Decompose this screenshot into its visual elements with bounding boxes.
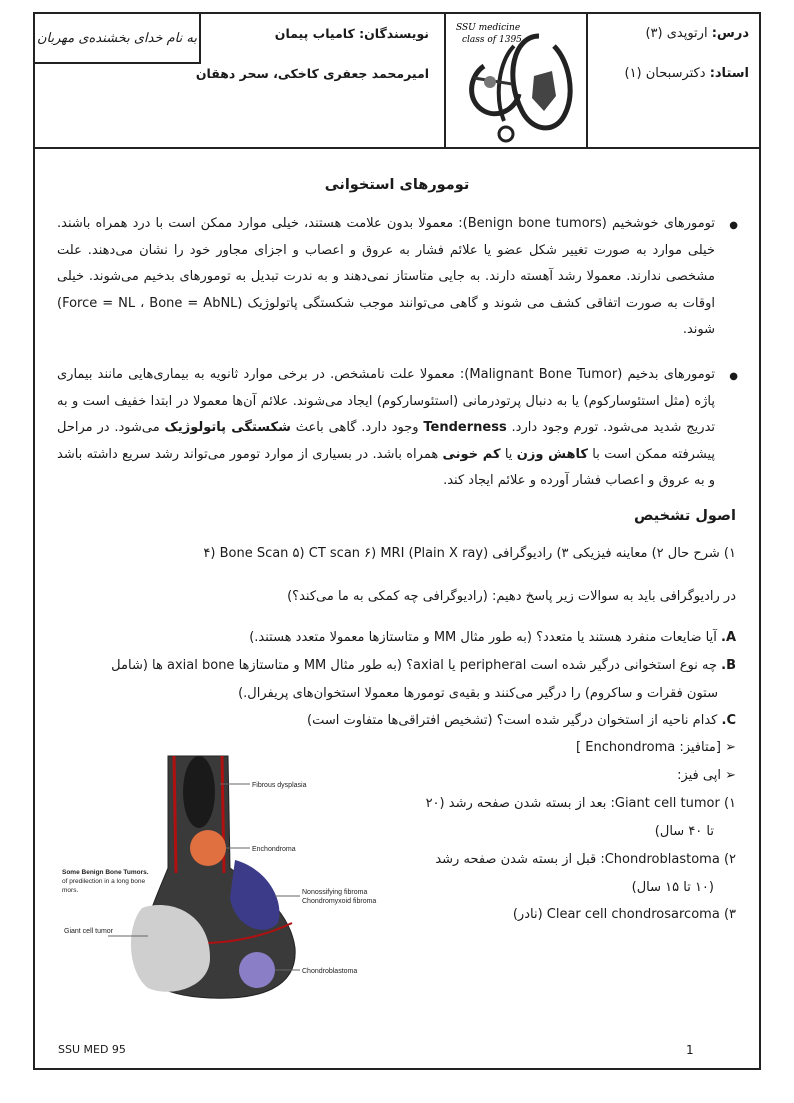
page-number: 1 [686, 1043, 694, 1057]
label-chondroblastoma: Chondroblastoma [302, 968, 358, 975]
malignant-bold-weight: کاهش وزن [516, 446, 588, 462]
logo-text-line1: SSU medicine [456, 23, 521, 33]
malignant-bold-tenderness: Tenderness [423, 420, 507, 435]
page-title: تومورهای استخوانی [324, 177, 470, 193]
arrow-icon: ➢ [725, 768, 736, 783]
question-b-text2: ستون فقرات و ساکروم) را درگیر می‌کنند و بقیه‌ی تومورها معمولا استخوان‌های پریفرال.) [238, 686, 718, 701]
authors-line1: کامیاب پیمان [274, 26, 355, 41]
caption-line-3: mors. [62, 887, 79, 894]
malignant-text-1: تومورهای بدخیم (Malignant Bone Tumor): معمولا علت نامشخص. در برخی موارد ثانویه به بیماری‌هایی مانند بیماری پاژه (مثل استئوسارکوم) یا به دنبال پرتودرمانی (استئوسارکوم) ایجاد می‌شوند. علائم آن‌ها معمولا در ابتدا خفیف است و به تدریج شدید می‌شود. تورم وجود دارد. [57, 367, 716, 435]
malignant-text-4: یا [500, 446, 517, 462]
question-c-text: کدام ناحیه از استخوان درگیر شده است؟ (تشخیص افتراقی‌ها متفاوت است) [307, 713, 718, 728]
caption-line-2: of predilection in a long bone [62, 878, 146, 885]
section-title: اصول تشخیص [633, 508, 736, 524]
region-epiphysis [677, 768, 736, 783]
malignant-text-2: وجود دارد. گاهی باعث [290, 420, 424, 435]
authors-field [275, 26, 429, 41]
question-b-text1: چه نوع استخوانی درگیر شده است peripheral یا axial؟ (به طور مثال MM و متاستازها axial bone ها (شامل [111, 658, 717, 673]
diagnosis-steps: ۱) شرح حال ۲) معاینه فیزیکی ۳) رادیوگرافی (Plain X ray) ۴) Bone Scan ۵) CT scan ۶) MRI [203, 546, 736, 561]
item-1-num: ۱) [723, 796, 736, 811]
header [35, 14, 759, 149]
bullet-dot-2: ● [729, 371, 738, 382]
bismillah-box [35, 14, 201, 64]
question-b [111, 658, 736, 673]
region-metaphysis-text: [متافیز: Enchondroma ] [576, 740, 721, 755]
malignant-bold-fracture: شکستگی پاتولوژیک [164, 420, 291, 435]
label-chondromyxoid: Chondromyxoid fibroma [302, 898, 377, 905]
question-b-letter: B. [721, 658, 736, 673]
footer-label: SSU MED 95 [58, 1043, 126, 1056]
arrow-icon: ➢ [725, 740, 736, 755]
malignant-paragraph [57, 362, 715, 495]
authors-line2: امیرمحمد جعفری کاخکی، سحر دهقان [195, 66, 429, 81]
course-field [645, 26, 749, 41]
stethoscope-logo [444, 16, 586, 144]
label-fibrous: Fibrous dysplasia [252, 782, 307, 789]
header-divider-right [586, 14, 588, 147]
label-nonossifying: Nonossifying fibroma [302, 889, 368, 896]
radiography-question: در رادیوگرافی باید به سوالات زیر پاسخ دهیم: (رادیوگرافی چه کمکی به ما می‌کند؟) [287, 589, 736, 604]
item-1-line2: تا ۴۰ سال) [654, 824, 714, 839]
question-a-text: آیا ضایعات منفرد هستند یا متعدد؟ (به طور مثال MM و متاستازها معمولا متعدد هستند.) [249, 630, 717, 645]
epiphysis-item-2 [435, 852, 736, 867]
benign-paragraph: تومورهای خوشخیم (Benign bone tumors): معمولا بدون علامت هستند، خیلی موارد ممکن است با درد همراه باشند. خیلی موارد به صورت تغییر شکل عضو یا علائم فشار به عروق و اعصاب و اجزای مجاور خود را نشان می‌دهند. علت مشخصی ندارند. معمولا رشد آهسته دارند. به جایی متاستاز نمی‌دهند و به ندرت تبدیل به تومورهای بدخیم می‌شوند. خیلی اوقات به صورت اتفاقی کشف می شوند و گاهی می‌توانند موجب شکستگی پاتولوژیک (Force = NL ، Bone = AbNL) شوند. [57, 216, 715, 337]
item-2-num: ۲) [723, 852, 736, 867]
question-c [307, 713, 736, 728]
region-epiphysis-text: اپی فیز: [677, 768, 721, 783]
malignant-bold-anemia: کم خونی [442, 446, 501, 462]
malignant-text-5: همراه باشد. در بسیاری از موارد تومور می‌تواند رشد سریع داشته باشد و به عروق و اعصاب فشار آورده و علائم ایجاد کند. [57, 446, 715, 488]
item-2-line2: (۱۰ تا ۱۵ سال) [631, 880, 714, 895]
course-value: ارتوپدی (۳) [645, 26, 708, 41]
bismillah-text: به نام خدای بخشنده‌ی مهربان [37, 30, 197, 46]
authors-label: نویسندگان: [359, 26, 429, 41]
professor-field [624, 66, 749, 81]
item-1-line1: Giant cell tumor: بعد از بسته شدن صفحه رشد (۲۰ [425, 796, 720, 811]
item-3-line1: Clear cell chondrosarcoma (نادر) [512, 907, 720, 922]
question-a [249, 630, 736, 645]
question-a-letter: A. [720, 630, 736, 645]
label-giant-cell: Giant cell tumor [64, 928, 114, 935]
item-2-line1: Chondroblastoma: قبل از بسته شدن صفحه رشد [435, 852, 720, 867]
epiphysis-item-1 [426, 796, 736, 811]
professor-value: دکترسبحان (۱) [624, 66, 706, 81]
logo-text-line2: class of 1395 [462, 35, 522, 45]
epiphysis-item-3 [513, 907, 736, 922]
item-3-num: ۳) [723, 907, 736, 922]
caption-line-1: Some Benign Bone Tumors. [62, 869, 149, 876]
region-metaphysis [576, 740, 736, 755]
bullet-dot-1: ● [729, 220, 738, 231]
bone-tumor-figure [60, 748, 390, 1003]
question-c-letter: C. [721, 713, 736, 728]
professor-label: استاد: [709, 66, 749, 81]
course-label: درس: [711, 26, 749, 41]
malignant-text-3: می‌شود. در مراحل پیشرفته ممکن است با [57, 420, 715, 462]
label-enchondroma: Enchondroma [252, 846, 296, 853]
